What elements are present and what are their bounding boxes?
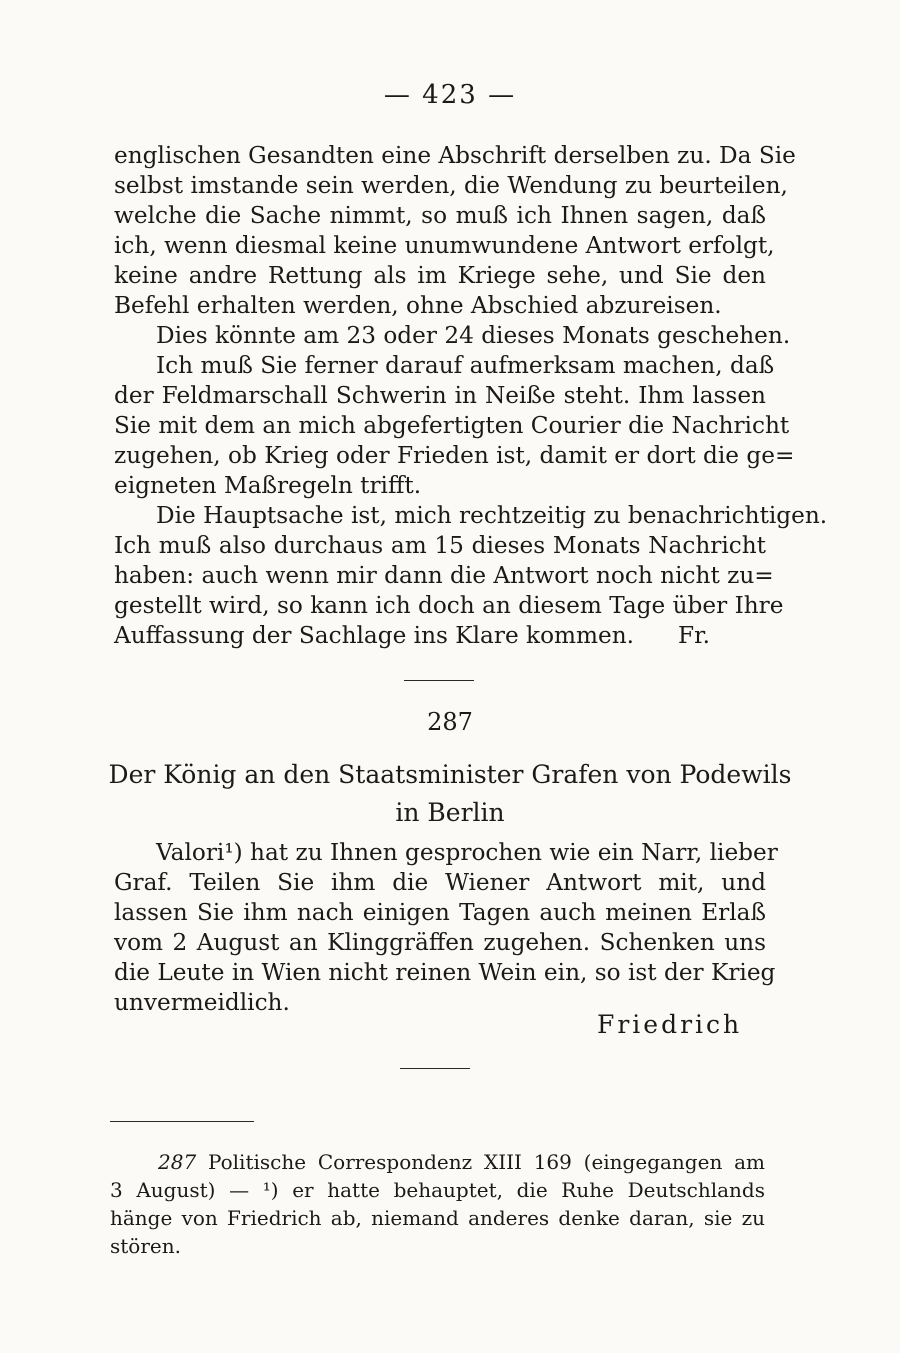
- text-line: Sie mit dem an mich abgefertigten Courier die Nachricht: [114, 412, 790, 439]
- text-line: vom 2 August an Klinggräffen zugehen. Schenken uns: [114, 929, 766, 956]
- letter-signature: Friedrich: [597, 1010, 743, 1039]
- text-line: englischen Gesandten eine Abschrift derselben zu. Da Sie: [114, 142, 796, 169]
- text-line: der Feldmarschall Schwerin in Neiße steht. Ihm lassen: [114, 382, 766, 409]
- text-line: Graf. Teilen Sie ihm die Wiener Antwort mit, und: [114, 869, 766, 896]
- heading-line: in Berlin: [395, 798, 505, 827]
- text-line: lassen Sie ihm nach einigen Tagen auch meinen Erlaß: [114, 899, 766, 926]
- footnote-number: 287: [158, 1150, 197, 1174]
- text-line: Ich muß Sie ferner darauf aufmerksam machen, daß: [156, 352, 775, 379]
- text-line: gestellt wird, so kann ich doch an diesem Tage über Ihre: [114, 592, 784, 619]
- text-line: Valori¹) hat zu Ihnen gesprochen wie ein Narr, lieber: [156, 839, 778, 866]
- text-line: Dies könnte am 23 oder 24 dieses Monats geschehen.: [156, 322, 791, 349]
- footnote-text: Politische Correspondenz XIII 169 (eingegangen am: [207, 1150, 765, 1174]
- text-line: haben: auch wenn mir dann die Antwort noch nicht zu=: [114, 562, 774, 589]
- text-line: [114, 621, 766, 651]
- text-line: selbst imstande sein werden, die Wendung zu beurteilen,: [114, 172, 788, 199]
- letter-signature: Fr.: [678, 622, 710, 649]
- page-number: — 423 —: [383, 80, 517, 110]
- text-line: Die Hauptsache ist, mich rechtzeitig zu benachrichtigen.: [156, 502, 828, 529]
- footnote-line: [110, 1148, 765, 1176]
- heading-line: Der König an den Staatsminister Grafen von Podewils: [108, 760, 792, 789]
- document-heading: [0, 756, 900, 832]
- text-line: die Leute in Wien nicht reinen Wein ein, so ist der Krieg: [114, 959, 776, 986]
- letter-body: [114, 838, 778, 1018]
- document-number: 287: [427, 708, 473, 736]
- text-line: zugehen, ob Krieg oder Frieden ist, damit er dort die ge=: [114, 442, 795, 469]
- letter-continuation: [114, 141, 828, 651]
- text-line: Befehl erhalten werden, ohne Abschied abzureisen.: [114, 292, 722, 319]
- text-line: unvermeidlich.: [114, 989, 290, 1016]
- text-line-content: Auffassung der Sachlage ins Klare kommen.: [114, 622, 635, 649]
- text-line: ich, wenn diesmal keine unumwundene Antwort erfolgt,: [114, 232, 775, 259]
- text-line: Ich muß also durchaus am 15 dieses Monats Nachricht: [114, 532, 766, 559]
- section-divider: [400, 1068, 470, 1069]
- section-divider: [404, 680, 474, 681]
- footnote-line: 3 August) — ¹) er hatte behauptet, die Ruhe Deutschlands: [110, 1178, 765, 1202]
- text-line: keine andre Rettung als im Kriege sehe, und Sie den: [114, 262, 766, 289]
- footnote-line: hänge von Friedrich ab, niemand anderes denke daran, sie zu: [110, 1206, 765, 1230]
- footnote-line: stören.: [110, 1234, 181, 1258]
- footnote-separator: [110, 1121, 254, 1122]
- text-line: welche die Sache nimmt, so muß ich Ihnen sagen, daß: [114, 202, 766, 229]
- footnote-block: [110, 1148, 765, 1260]
- text-line: eigneten Maßregeln trifft.: [114, 472, 422, 499]
